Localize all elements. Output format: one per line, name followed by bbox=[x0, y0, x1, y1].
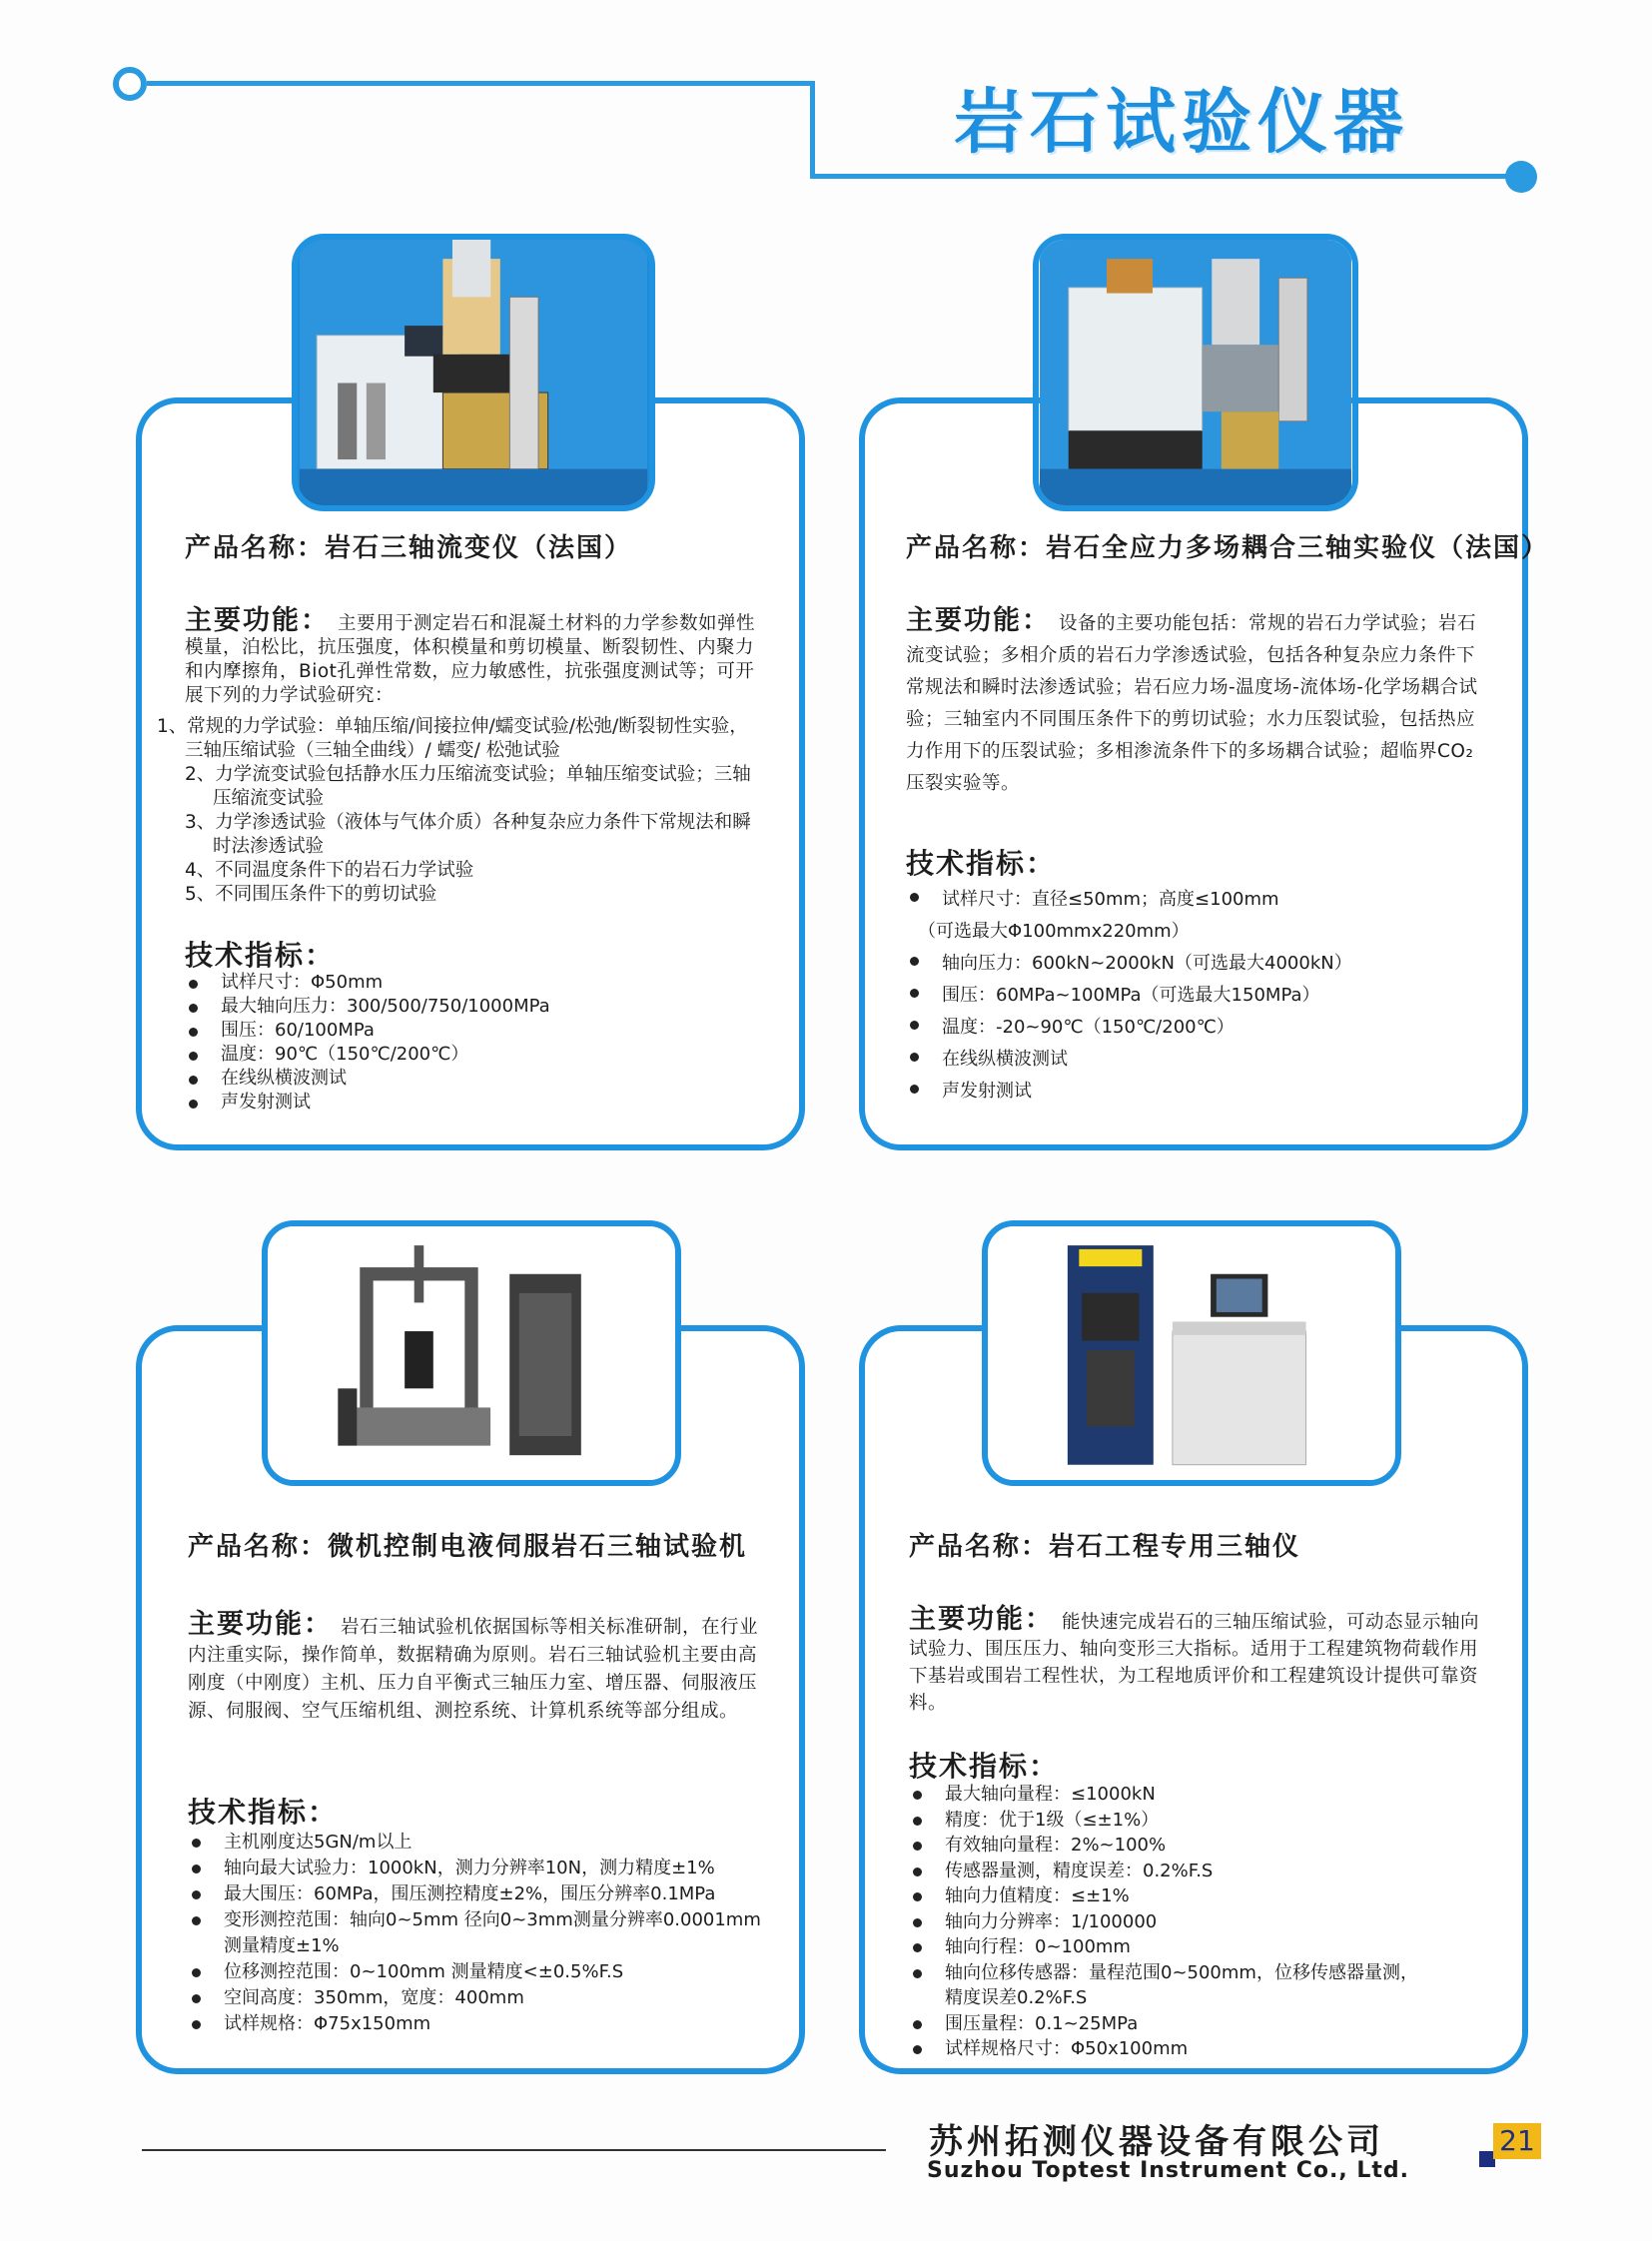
spec-heading-3: 技术指标： bbox=[188, 1796, 339, 1829]
product-name-value: 微机控制电液伺服岩石三轴试验机 bbox=[328, 1532, 748, 1562]
header-line bbox=[810, 81, 815, 179]
product-name-2 bbox=[906, 527, 1549, 564]
product-photo-2 bbox=[1033, 234, 1358, 511]
spec-heading-1: 技术指标： bbox=[185, 939, 336, 972]
product-function-2 bbox=[906, 605, 1490, 800]
function-text: 设备的主要功能包括：常规的岩石力学试验；岩石流变试验；多相介质的岩石力学渗透试验，包括各种复杂应力条件下常规法和瞬时法渗透试验；岩石应力场-温度场-流体场-化学场耦合试验；三轴室内不同围压条件下的剪切试验；水力压裂试验，包括热应力作用下的压裂试验；多相渗流条件下的多场耦合试验；超临界CO₂压裂实验等。 bbox=[906, 613, 1478, 794]
header-ring-icon bbox=[113, 67, 147, 101]
list-item: 1、常规的力学试验：单轴压缩/间接拉伸/蠕变试验/松弛/断裂韧性实验，三轴压缩试验（三轴全曲线）/ 蠕变/ 松弛试验 bbox=[157, 716, 748, 761]
spec-item: 位移测控范围：0~100mm 测量精度<±0.5%F.S bbox=[188, 1959, 761, 1985]
spec-item: 试样规格：Φ75x150mm bbox=[188, 2011, 761, 2037]
company-name-en: Suzhou Toptest Instrument Co., Ltd. bbox=[927, 2158, 1409, 2183]
spec-item: 在线纵横波测试 bbox=[906, 1044, 1352, 1076]
spec-item: 轴向压力：600kN~2000kN（可选最大4000kN） bbox=[906, 948, 1352, 980]
function-text: 能快速完成岩石的三轴压缩试验，可动态显示轴向试验力、围压压力、轴向变形三大指标。适用于工程建筑物荷载作用下基岩或围岩工程性状，为工程地质评价和工程建筑设计提供可靠资料。 bbox=[909, 1612, 1480, 1714]
header-line bbox=[147, 81, 814, 86]
spec-item: 围压：60/100MPa bbox=[185, 1019, 550, 1043]
spec-item: 温度：-20~90℃（150℃/200℃） bbox=[906, 1012, 1352, 1044]
product-photo-4 bbox=[982, 1220, 1401, 1486]
spec-item: 声发射测试 bbox=[185, 1091, 550, 1115]
list-item: 5、不同围压条件下的剪切试验 bbox=[185, 884, 437, 905]
spec-heading-2: 技术指标： bbox=[906, 847, 1057, 880]
spec-item: 轴向力值精度：≤±1% bbox=[909, 1883, 1418, 1909]
list-item: 3、力学渗透试验（液体与气体介质）各种复杂应力条件下常规法和瞬时法渗透试验 bbox=[185, 812, 751, 857]
page-number: 21 bbox=[1493, 2123, 1541, 2159]
product-name-value: 岩石三轴流变仪（法国） bbox=[325, 533, 633, 563]
product-name-label: 产品名称： bbox=[906, 533, 1047, 563]
product-name-label: 产品名称： bbox=[909, 1532, 1050, 1562]
spec-item: 试样规格尺寸：Φ50x100mm bbox=[909, 2036, 1418, 2062]
spec-item: 主机刚度达5GN/m以上 bbox=[188, 1830, 761, 1856]
function-heading: 主要功能： bbox=[906, 605, 1051, 636]
spec-list-3 bbox=[188, 1830, 761, 2037]
header-line bbox=[810, 174, 1515, 179]
spec-item: 温度：90℃（150℃/200℃） bbox=[185, 1043, 550, 1067]
spec-item: 最大轴向压力：300/500/750/1000MPa bbox=[185, 995, 550, 1019]
spec-heading-4: 技术指标： bbox=[909, 1750, 1060, 1783]
spec-list-1 bbox=[185, 971, 550, 1115]
spec-item: 最大围压：60MPa，围压测控精度±2%，围压分辨率0.1MPa bbox=[188, 1881, 761, 1907]
page-title: 岩石试验仪器 bbox=[954, 81, 1409, 163]
spec-item: （可选最大Φ100mmx220mm） bbox=[918, 921, 1190, 942]
product-function-1 bbox=[185, 605, 769, 708]
spec-item: 试样尺寸：直径≤50mm；高度≤100mm bbox=[906, 884, 1352, 916]
product-function-4 bbox=[909, 1606, 1493, 1717]
spec-item: 轴向位移传感器：量程范围0~500mm，位移传感器量测， bbox=[909, 1960, 1418, 1986]
product-name-value: 岩石全应力多场耦合三轴实验仪（法国） bbox=[1046, 533, 1550, 563]
product-name-label: 产品名称： bbox=[188, 1532, 329, 1562]
spec-item: 声发射测试 bbox=[906, 1076, 1352, 1108]
product-name-label: 产品名称： bbox=[185, 533, 326, 563]
company-name-cn: 苏州拓测仪器设备有限公司 bbox=[929, 2122, 1384, 2162]
product-name-4 bbox=[909, 1526, 1300, 1563]
spec-item: 传感器量测，精度误差：0.2%F.S bbox=[909, 1859, 1418, 1884]
spec-item: 精度：优于1级（≤±1%） bbox=[909, 1808, 1418, 1834]
function-heading: 主要功能： bbox=[909, 1604, 1054, 1635]
product-name-value: 岩石工程专用三轴仪 bbox=[1049, 1532, 1301, 1562]
spec-item: 轴向力分辨率：1/100000 bbox=[909, 1909, 1418, 1935]
product-photo-1 bbox=[292, 234, 655, 511]
product-name-1 bbox=[185, 527, 632, 564]
function-list-1 bbox=[157, 715, 764, 907]
function-text: 主要用于测定岩石和混凝土材料的力学参数如弹性模量，泊松比，抗压强度，体积模量和剪切模量、断裂韧性、内聚力和内摩擦角，Biot孔弹性常数，应力敏感性，抗张强度测试等；可开展下列的力学试验研究： bbox=[185, 613, 756, 706]
product-name-3 bbox=[188, 1526, 747, 1563]
spec-item: 轴向最大试验力：1000kN，测力分辨率10N，测力精度±1% bbox=[188, 1856, 761, 1881]
list-item: 2、力学流变试验包括静水压力压缩流变试验；单轴压缩变试验；三轴压缩流变试验 bbox=[185, 764, 751, 809]
spec-item: 在线纵横波测试 bbox=[185, 1067, 550, 1091]
spec-list-4 bbox=[909, 1782, 1418, 2062]
function-text: 岩石三轴试验机依据国标等相关标准研制，在行业内注重实际，操作简单，数据精确为原则。岩石三轴试验机主要由高刚度（中刚度）主机、压力自平衡式三轴压力室、增压器、伺服液压源、伺服阀、空气压缩机组、测控系统、计算机系统等部分组成。 bbox=[188, 1617, 759, 1722]
spec-item: 围压量程：0.1~25MPa bbox=[909, 2011, 1418, 2037]
spec-item: 精度误差0.2%F.S bbox=[945, 1987, 1088, 2008]
list-item: 4、不同温度条件下的岩石力学试验 bbox=[185, 860, 474, 881]
spec-item: 试样尺寸：Φ50mm bbox=[185, 971, 550, 995]
product-function-3 bbox=[188, 1611, 767, 1726]
function-heading: 主要功能： bbox=[188, 1609, 333, 1640]
spec-item: 空间高度：350mm，宽度：400mm bbox=[188, 1985, 761, 2011]
function-heading: 主要功能： bbox=[185, 605, 330, 636]
header-dot-icon bbox=[1505, 161, 1537, 193]
footer-divider bbox=[142, 2149, 886, 2151]
spec-item: 轴向行程：0~100mm bbox=[909, 1934, 1418, 1960]
spec-item: 测量精度±1% bbox=[224, 1935, 340, 1956]
spec-list-2 bbox=[906, 884, 1352, 1108]
spec-item: 变形测控范围：轴向0~5mm 径向0~3mm测量分辨率0.0001mm bbox=[188, 1907, 761, 1933]
spec-item: 有效轴向量程：2%~100% bbox=[909, 1833, 1418, 1859]
spec-item: 围压：60MPa~100MPa（可选最大150MPa） bbox=[906, 980, 1352, 1012]
spec-item: 最大轴向量程：≤1000kN bbox=[909, 1782, 1418, 1808]
product-photo-3 bbox=[262, 1220, 681, 1486]
